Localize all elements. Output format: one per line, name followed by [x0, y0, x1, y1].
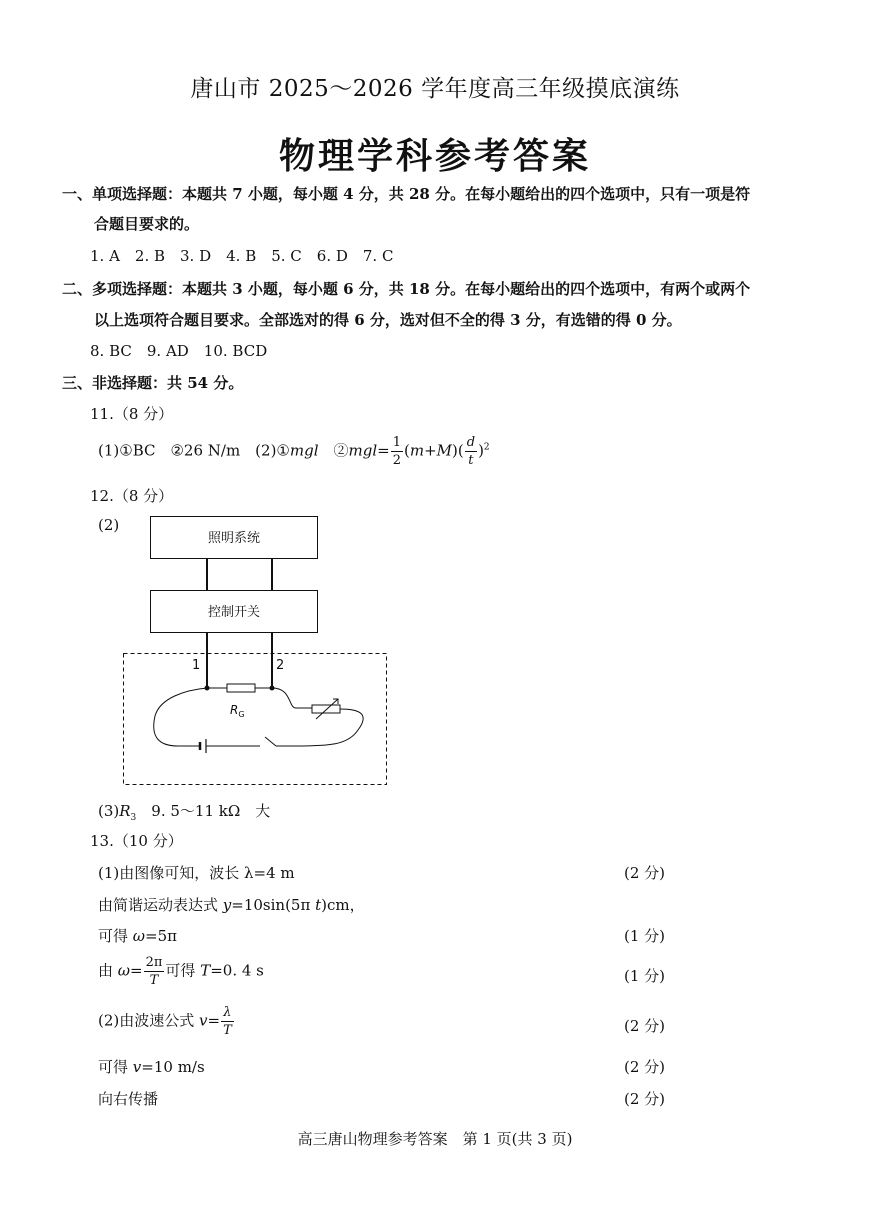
q13-line5-score: (2 分) — [624, 1017, 666, 1035]
q11-label: 11.（8 分） — [90, 405, 174, 423]
half-fraction: $\frac{1}{2}$ — [392, 435, 401, 468]
photoresistor-rg — [227, 684, 255, 692]
control-switch-label: 控制开关 — [207, 605, 261, 620]
terminal-1-label: 1 — [192, 658, 201, 673]
q13-line7: 向右传播 — [98, 1090, 159, 1108]
section3-heading: 三、非选择题：共 54 分。 — [62, 374, 244, 392]
q13-line3-score: (1 分) — [624, 927, 666, 945]
q12-part2: (2) — [98, 516, 120, 534]
q13-line3: 可得 ω=5π — [98, 927, 177, 945]
variable-resistor — [312, 705, 340, 713]
d-over-t-fraction: $\frac{d}{t}$ — [466, 435, 476, 468]
velocity-fraction: $\frac{\lambda}{T}$ — [223, 1005, 232, 1038]
circuit-diagram — [120, 510, 400, 790]
terminal-2-label: 2 — [276, 658, 285, 673]
lighting-system-label: 照明系统 — [207, 531, 261, 546]
section1-heading-cont: 合题目要求的。 — [94, 215, 200, 233]
q13-line2: 由简谐运动表达式 y=10sin(5π t)cm， — [98, 896, 365, 914]
section1-answers: 1. A 2. B 3. D 4. B 5. C 6. D 7. C — [90, 247, 394, 265]
q12-part3: $(3)R_3$ 9. 5～11 kΩ 大 — [98, 802, 271, 823]
page-title: 物理学科参考答案 — [278, 135, 591, 177]
page-footer: 高三唐山物理参考答案 第 1 页(共 3 页) — [297, 1130, 573, 1148]
q13-label: 13.（10 分） — [90, 832, 183, 850]
q13-line4-score: (1 分) — [624, 967, 666, 985]
q13-line1: (1)由图像可知，波长 λ=4 m — [98, 864, 295, 882]
dashed-enclosure — [124, 654, 387, 785]
wire-to-rheostat — [272, 688, 312, 708]
wire-right-loop — [295, 709, 363, 746]
section2-heading-cont: 以上选项符合题目要求。全部选对的得 6 分，选对但不全的得 3 分，有选错的得 0 分。 — [94, 311, 682, 329]
wire-left-loop — [154, 688, 207, 746]
q12-label: 12.（8 分） — [90, 487, 174, 505]
rg-label: $R_G$ — [230, 703, 245, 719]
section2-answers: 8. BC 9. AD 10. BCD — [90, 342, 268, 360]
section2-heading: 二、多项选择题：本题共 3 小题，每小题 6 分，共 18 分。在每小题给出的四个选项中，有两个或两个 — [62, 280, 751, 298]
q13-line5: (2)由波速公式 v= $\frac{\lambda}{T}$ — [98, 1005, 232, 1038]
q13-line6-score: (2 分) — [624, 1058, 666, 1076]
q13-line1-score: (2 分) — [624, 864, 666, 882]
omega-fraction: $\frac{2\pi}{T}$ — [145, 955, 163, 988]
section1-heading: 一、单项选择题：本题共 7 小题，每小题 4 分，共 28 分。在每小题给出的四个选项中，只有一项是符 — [62, 185, 751, 203]
q13-line7-score: (2 分) — [624, 1090, 666, 1108]
exam-title: 唐山市 2025～2026 学年度高三年级摸底演练 — [190, 76, 680, 102]
q11-answer: (1)①BC ②26 N/m (2)①mgl ②mgl= $\frac{1}{2}$ (m+M)( $\frac{d}{t}$ )$^2$ — [98, 435, 490, 468]
q13-line6: 可得 v=10 m/s — [98, 1058, 205, 1076]
q13-line4: 由 ω= $\frac{2\pi}{T}$ 可得 T=0. 4 s — [98, 955, 264, 988]
switch-lever — [265, 737, 276, 746]
